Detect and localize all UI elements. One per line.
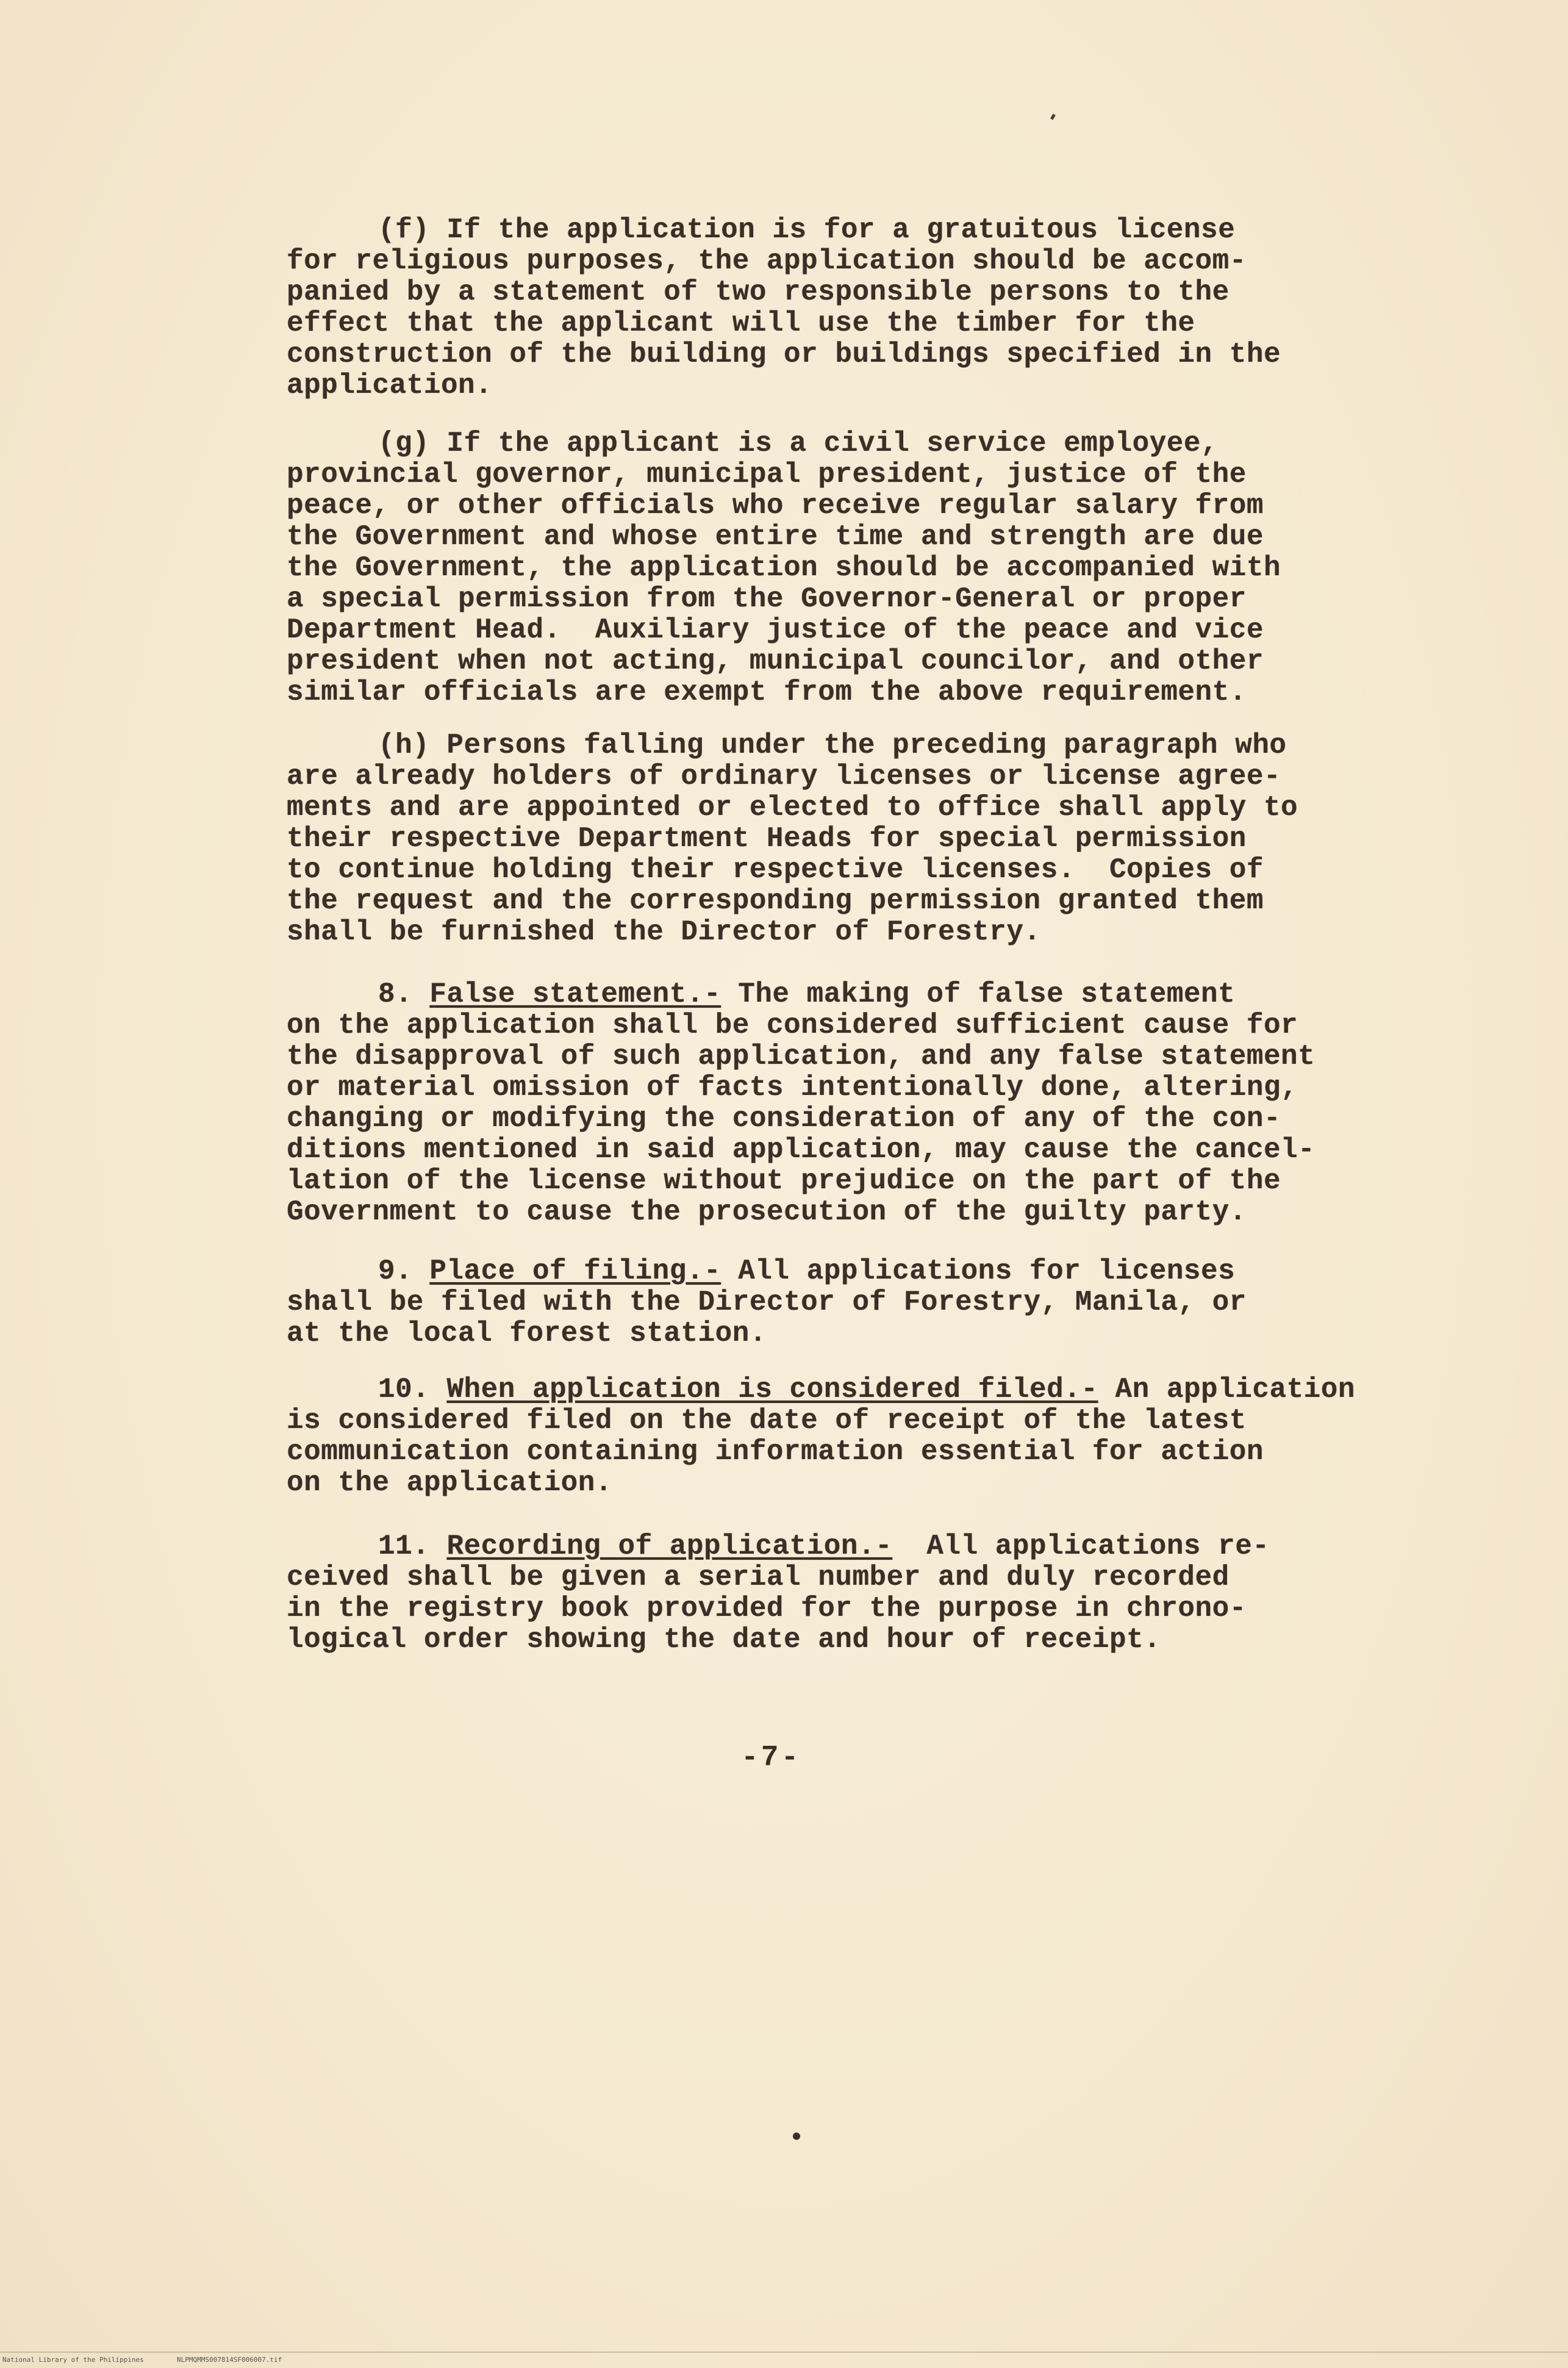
text-line: Department Head. Auxiliary justice of the peace and vice — [287, 614, 1264, 646]
section-number: 9. — [378, 1255, 413, 1287]
footer-institution: National Library of the Philippines — [2, 2356, 144, 2364]
paragraph-f — [287, 215, 1421, 401]
section-8-false-statement — [287, 979, 1421, 1228]
text-line: (g) If the applicant is a civil service employee, — [378, 428, 1219, 459]
page-number: -7- — [741, 1742, 801, 1774]
text-line: shall be furnished the Director of Forestry. — [287, 916, 1041, 948]
text-line: at the local forest station. — [287, 1318, 767, 1349]
text-line: communication containing information essential for action — [287, 1436, 1264, 1468]
text-line: in the registry book provided for the purpose in chrono- — [287, 1593, 1247, 1624]
ink-speck — [793, 2133, 800, 2140]
text-line: provincial governor, municipal president, justice of the — [287, 459, 1247, 490]
text-line: on the application. — [287, 1467, 612, 1499]
text-line: lation of the license without prejudice on the part of the — [287, 1165, 1281, 1197]
text-line: panied by a statement of two responsible persons to the — [287, 276, 1230, 308]
scan-border — [0, 2352, 1568, 2353]
text-line: for religious purposes, the application should be accom- — [287, 245, 1247, 277]
text-line: (h) Persons falling under the preceding paragraph who — [378, 730, 1287, 761]
text-line: is considered filed on the date of receipt of the latest — [287, 1405, 1247, 1437]
section-heading: Place of filing.- — [429, 1255, 721, 1287]
section-first-line — [287, 1531, 1421, 1562]
text-fragment: All applications for licenses — [721, 1255, 1236, 1287]
text-fragment: An application — [1098, 1374, 1355, 1405]
text-line: construction of the building or buildings specified in the — [287, 339, 1281, 370]
paragraph-g — [287, 428, 1421, 708]
text-line: to continue holding their respective licenses. Copies of — [287, 854, 1264, 886]
text-fragment: The making of false statement — [721, 978, 1236, 1010]
section-10-when-filed — [287, 1374, 1421, 1499]
paragraph-h — [287, 730, 1421, 948]
text-line: ceived shall be given a serial number and duly recorded — [287, 1562, 1230, 1593]
text-line: the request and the corresponding permission granted them — [287, 885, 1264, 917]
section-number: 8. — [378, 978, 413, 1010]
section-heading: False statement.- — [429, 978, 721, 1010]
text-line: are already holders of ordinary licenses or license agree- — [287, 761, 1281, 792]
section-heading: Recording of application.- — [446, 1530, 893, 1562]
text-line: peace, or other officials who receive regular salary from — [287, 490, 1264, 522]
text-line: Government to cause the prosecution of the guilty party. — [287, 1196, 1247, 1228]
text-line: president when not acting, municipal councilor, and other — [287, 645, 1264, 677]
section-first-line — [287, 1256, 1421, 1287]
text-line: application. — [287, 370, 493, 401]
section-first-line — [287, 1374, 1421, 1405]
section-9-place-of-filing — [287, 1256, 1421, 1349]
text-line: the Government, the application should be accompanied with — [287, 552, 1281, 584]
text-line: changing or modifying the consideration of any of the con- — [287, 1103, 1281, 1135]
text-line: ditions mentioned in said application, may cause the cancel- — [287, 1134, 1316, 1166]
text-line: (f) If the application is for a gratuitous license — [378, 214, 1236, 246]
section-number: 11. — [378, 1530, 430, 1562]
section-11-recording — [287, 1531, 1421, 1656]
text-line: the disapproval of such application, and any false statement — [287, 1041, 1316, 1072]
text-fragment: All applications re- — [892, 1530, 1270, 1562]
text-line: their respective Department Heads for special permission — [287, 823, 1247, 855]
text-line: on the application shall be considered sufficient cause for — [287, 1010, 1298, 1041]
text-line: similar officials are exempt from the above requirement. — [287, 676, 1247, 708]
footer-file-id: NLPMQMMS007814SF006007.tif — [177, 2356, 282, 2364]
text-line: the Government and whose entire time and strength are due — [287, 521, 1264, 553]
section-first-line — [287, 979, 1421, 1010]
section-heading: When application is considered filed.- — [446, 1374, 1098, 1405]
text-line: shall be filed with the Director of Forestry, Manila, or — [287, 1286, 1247, 1318]
text-line: effect that the applicant will use the timber for the — [287, 307, 1195, 339]
text-line: or material omission of facts intentionally done, altering, — [287, 1072, 1298, 1103]
text-line: ments and are appointed or elected to office shall apply to — [287, 792, 1298, 823]
text-line: a special permission from the Governor-General or proper — [287, 583, 1247, 615]
text-line: logical order showing the date and hour of receipt. — [287, 1624, 1161, 1656]
section-number: 10. — [378, 1374, 430, 1405]
